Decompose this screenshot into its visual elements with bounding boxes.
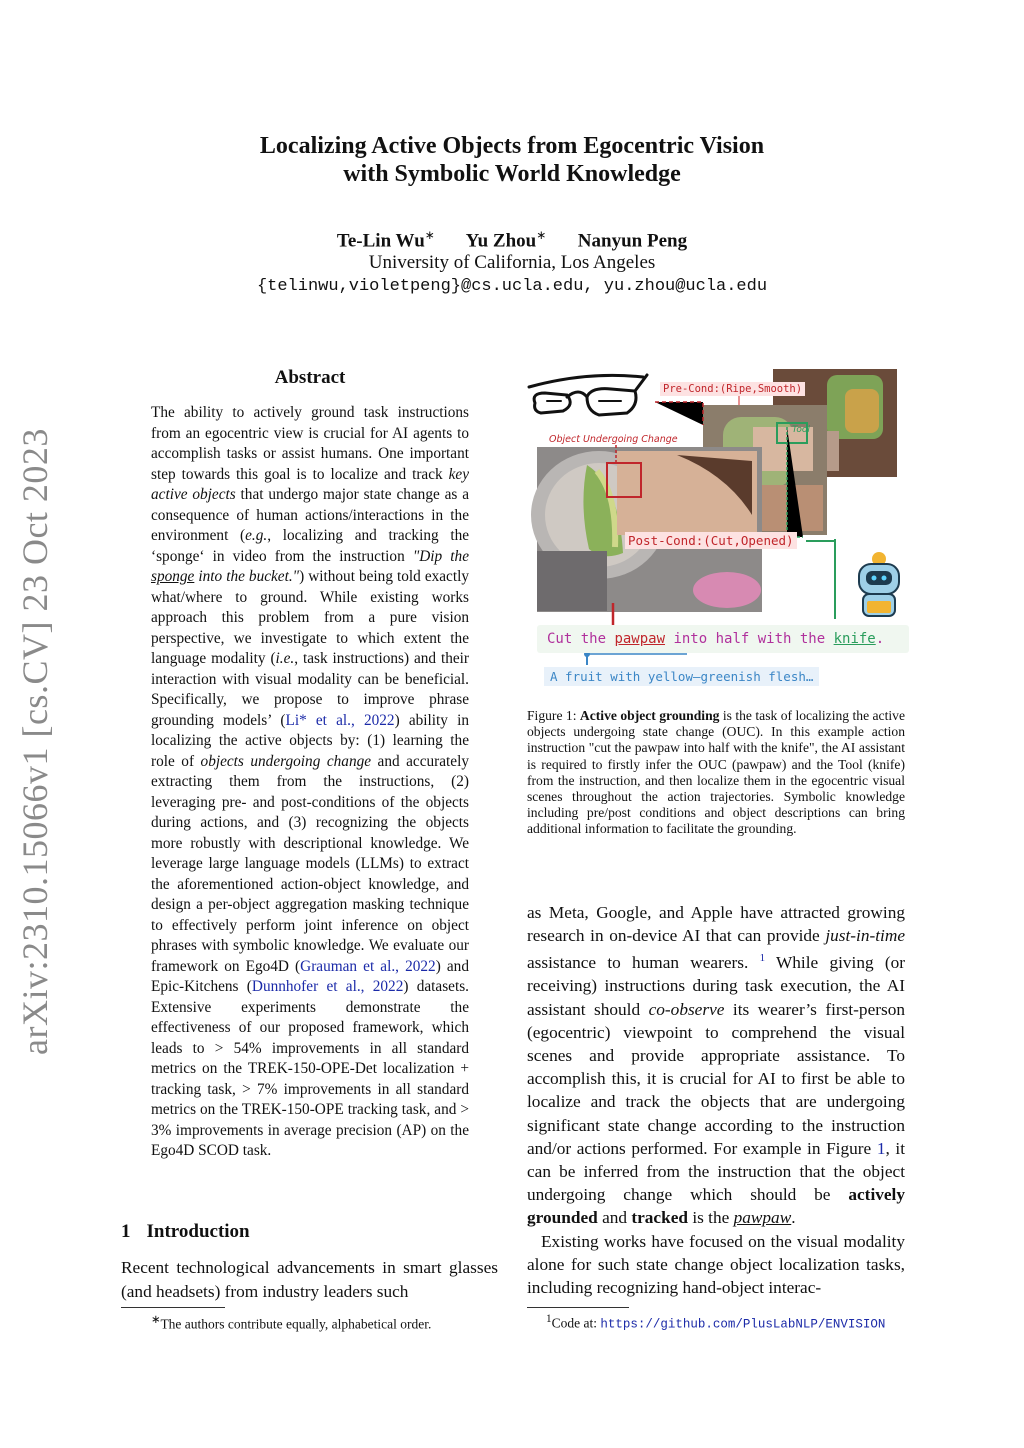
abstract-text: and accurately extracting them from the instructions, (2) leveraging pre- and post-conditions of the objects during actions, and (3) recognizing the objects more robustly with descriptional knowledge. We leverage large language models (LLMs) to extract the aforementioned action-object knowledge, and design a per-object aggregation masking technique to effectively perform joint inference on object phrases with symbolic knowledge. We evaluate our framework on Ego4D ( xyxy=(151,752,469,975)
abstract-text: , task instructions) and their interaction with visual modality can be beneficial. Specifically, we propose to improve phrase grounding models’ ( xyxy=(151,650,470,729)
body-emphasis: just-in-time xyxy=(825,926,905,946)
abstract-emphasis: e.g. xyxy=(245,527,268,544)
caption-bold: Active object grounding xyxy=(579,708,720,723)
author-mark: ∗ xyxy=(536,228,547,242)
glasses-icon xyxy=(529,375,647,415)
body-emphasis: co-observe xyxy=(648,999,725,1019)
caption-text: is the task of localizing the active objects undergoing state change (OUC). In this example action instruction "cut the pawpaw into half with the knife", the AI assistant is required to firstly infer the OUC (pawpaw) and the Tool (knife) from the instruction, and then localize them in the egocentric visual scenes throughout the action trajectories. Symbolic knowledge including pre/post conditions and object descriptions can bring additional information to facilitate the grounding. xyxy=(527,708,905,837)
arxiv-stamp: arXiv:2310.15066v1 [cs.CV] 23 Oct 2023 xyxy=(15,428,55,1055)
abstract-text: The ability to actively ground task instructions from an egocentric view is crucial for AI agents to accomplish tasks or assist humans. One important step towards this goal is to localize and track xyxy=(151,404,469,483)
quote-part: into the bucket." xyxy=(194,568,300,585)
intro-paragraph: Recent technological advancements in smart glasses (and headsets) from industry leaders such xyxy=(121,1258,498,1301)
citation-link[interactable]: Li* et al., 2022 xyxy=(285,711,395,729)
body-emphasis: pawpaw xyxy=(733,1208,792,1228)
right-paragraph-1 xyxy=(527,901,905,1230)
body-text: is the xyxy=(688,1208,734,1228)
body-bold: actively grounded xyxy=(527,1185,905,1228)
body-text: , it can be inferred from the instruction that the object undergoing change which should be xyxy=(527,1138,905,1205)
body-text: its wearer’s first-person (egocentric) viewpoint to comprehend the visual scenes and provide appropriate assistance. To accomplish this, it is crucial for AI to first be able to localize and track the objects that are undergoing significant state change according to the instruction and/or actions performed. For example in Figure xyxy=(527,999,906,1158)
caption-label: Figure 1: xyxy=(527,708,580,723)
paper-title xyxy=(0,132,1024,188)
footnote-ref[interactable]: 1 xyxy=(759,952,766,965)
ouc-label: Object Undergoing Change xyxy=(549,434,678,445)
section-title: Introduction xyxy=(146,1221,250,1242)
quote-part: "Dip the xyxy=(412,547,469,565)
abstract-text: ) and Epic-Kitchens ( xyxy=(151,957,469,995)
body-text: and xyxy=(597,1208,632,1228)
abstract-heading: Abstract xyxy=(274,367,346,388)
author-list xyxy=(0,228,1024,252)
author-name: Yu Zhou xyxy=(465,230,537,252)
affiliation: University of California, Los Angeles xyxy=(368,252,656,273)
abstract-text: ) datasets. Extensive experiments demonstrate the effectiveness of our proposed framework, which leads to > 54% improvements in all standard metrics on the TREK-150-OPE-Det localization + tracking task, > 7% improvements in all standard metrics on the TREK-150-OPE tracking task, and > 3% improvements in average precision (AP) on the Ego4D SCOD task. xyxy=(151,978,469,1159)
body-bold: tracked xyxy=(631,1208,688,1228)
abstract-text: ) without being told exactly what/where to ground. While existing works approach this problem from a pure vision perspective, we investigate to which extent the language modality ( xyxy=(151,568,469,667)
right-column-body xyxy=(527,901,905,1299)
section-number: 1 xyxy=(121,1221,131,1242)
body-text: While giving (or receiving) instructions during task execution, the AI assistant should xyxy=(527,953,905,1019)
footnote-mark: 1 xyxy=(546,1313,552,1325)
code-url-link[interactable]: https://github.com/PlusLabNLP/ENVISION xyxy=(600,1317,886,1332)
citation-link[interactable]: Grauman et al., 2022 xyxy=(300,957,436,975)
quote-sponge: sponge xyxy=(151,568,195,585)
figure-caption xyxy=(527,708,905,838)
abstract-emphasis: i.e. xyxy=(275,650,295,667)
abstract-text: ) ability in localizing the active objects by: (1) learning the role of xyxy=(151,711,469,770)
instruction-part: . xyxy=(875,631,885,647)
footnote-right xyxy=(546,1313,885,1332)
instruction-text xyxy=(537,625,909,653)
author-emails: {telinwu,violetpeng}@cs.ucla.edu, yu.zhou@ucla.edu xyxy=(256,277,768,296)
figure-1 xyxy=(527,365,905,695)
citation-link[interactable]: Dunnhofer et al., 2022 xyxy=(251,978,404,995)
instruction-ouc: pawpaw xyxy=(614,631,666,647)
title-line-2: with Symbolic World Knowledge xyxy=(343,161,681,187)
footnote-rule xyxy=(527,1307,629,1308)
abstract-body xyxy=(151,403,469,1162)
body-text: as Meta, Google, and Apple have attracted growing research in on-device AI that can provide xyxy=(527,903,905,946)
abstract-text: , localizing and tracking the ‘sponge‘ in video from the instruction xyxy=(151,527,470,565)
footnote-left xyxy=(151,1313,431,1333)
tool-label: Tool xyxy=(792,425,810,435)
footnote-rule xyxy=(121,1307,225,1308)
instruction-part: into half with the xyxy=(665,631,834,647)
footnote-label: Code at: xyxy=(551,1315,601,1331)
footnote-mark: ∗ xyxy=(151,1314,161,1326)
author-name: Nanyun Peng xyxy=(577,230,688,252)
robot-assistant-icon xyxy=(859,552,899,616)
body-text: . xyxy=(791,1208,796,1228)
pre-condition-label: Pre-Cond:(Ripe,Smooth) xyxy=(660,382,805,396)
abstract-emphasis: key active objects xyxy=(151,465,469,503)
post-condition-label: Post-Cond:(Cut,Opened) xyxy=(625,532,797,549)
abstract-text: that undergo major state change as a consequence of human actions/interactions in the environment ( xyxy=(151,486,469,544)
section-heading xyxy=(121,1221,250,1243)
author-name: Te-Lin Wu xyxy=(336,230,425,252)
abstract-emphasis: objects undergoing change xyxy=(200,752,372,770)
footnote-text: The authors contribute equally, alphabetical order. xyxy=(160,1316,432,1332)
body-text: assistance to human wearers. xyxy=(527,953,760,973)
figure-ref[interactable]: 1 xyxy=(876,1138,886,1158)
right-paragraph-2: Existing works have focused on the visual modality alone for such state change object localization tasks, including recognizing hand-object interac- xyxy=(527,1231,905,1298)
instruction-tool: knife xyxy=(833,631,876,647)
object-description: A fruit with yellow–greenish flesh… xyxy=(544,667,819,686)
author-mark: ∗ xyxy=(424,228,435,242)
title-line-1: Localizing Active Objects from Egocentric Vision xyxy=(259,133,765,159)
instruction-part: Cut the xyxy=(547,631,615,647)
